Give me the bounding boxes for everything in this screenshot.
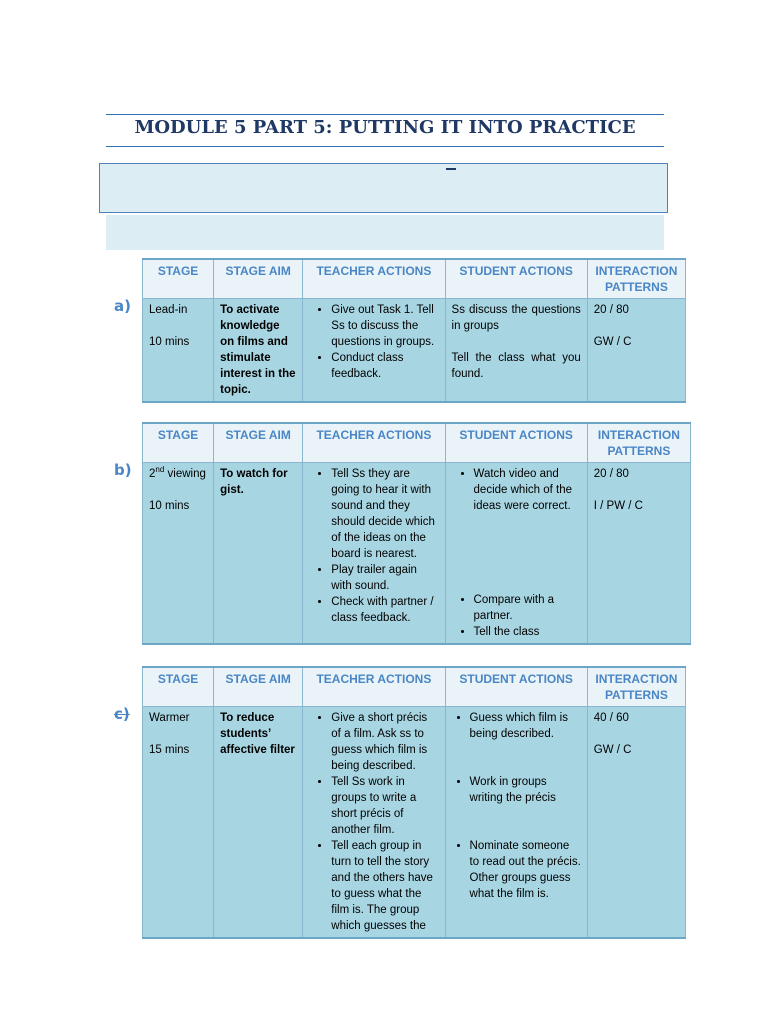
stage-time: 15 mins — [149, 744, 190, 756]
teacher-action-item: • Give a short précis of a film. Ask ss to guess which film is being described. — [331, 710, 438, 774]
student-action-item: Tell the class what you found. — [451, 352, 581, 380]
stage-aim-cell: To reduce students’ affective filter — [214, 707, 303, 939]
title-rule-top — [106, 114, 664, 115]
header-interaction-patterns: INTERACTION PATTERNS — [587, 259, 685, 299]
student-action-item: Ss discuss the questions in groups — [451, 304, 581, 332]
teacher-action-item: • Play trailer again with sound. — [331, 562, 438, 594]
header-stage-aim: STAGE AIM — [214, 667, 303, 707]
teacher-action-item: • Tell Ss work in groups to write a short précis of another film. — [331, 774, 438, 838]
stage-time: 10 mins — [149, 336, 190, 348]
stage-cell — [143, 707, 214, 939]
stage-cell — [143, 463, 214, 645]
student-action-item: • Nominate someone to read out the précis. Other groups guess what the film is. — [470, 838, 581, 902]
stage-name: 2nd viewing — [149, 465, 206, 480]
student-actions-cell — [445, 463, 587, 645]
teacher-actions-cell — [303, 463, 445, 645]
teacher-actions-cell — [303, 707, 445, 939]
info-banner — [99, 163, 668, 213]
header-stage-aim: STAGE AIM — [214, 423, 303, 463]
page-title: MODULE 5 PART 5: PUTTING IT INTO PRACTICE — [134, 117, 636, 138]
lesson-table-a — [142, 258, 686, 403]
table-header-row — [143, 667, 686, 707]
teacher-action-item: • Tell Ss they are going to hear it with sound and they should decide which of the ideas on the board is nearest. — [331, 466, 438, 562]
interaction-ratio: 20 / 80 — [593, 468, 629, 480]
stage-aim-cell: To watch for gist. — [214, 463, 303, 645]
stage-aim-cell: To activate knowledge on films and stimulate interest in the topic. — [214, 299, 303, 403]
stage-name: Warmer — [149, 712, 190, 724]
header-teacher-actions: TEACHER ACTIONS — [303, 259, 445, 299]
table-row — [143, 463, 691, 645]
header-teacher-actions: TEACHER ACTIONS — [303, 423, 445, 463]
section-letter-a: a) — [114, 297, 131, 315]
title-rule-bottom — [106, 146, 664, 147]
student-action-item: • Tell the class — [474, 624, 581, 640]
table-row — [143, 299, 686, 403]
student-actions-cell — [445, 707, 587, 939]
interaction-cell — [587, 463, 690, 645]
table-header-row — [143, 259, 686, 299]
header-interaction-patterns: INTERACTION PATTERNS — [587, 667, 685, 707]
student-action-item: • Compare with a partner. — [474, 592, 581, 624]
header-student-actions: STUDENT ACTIONS — [445, 667, 587, 707]
lesson-table-b — [142, 422, 691, 645]
table-row — [143, 707, 686, 939]
stage-name: Lead-in — [149, 304, 188, 316]
section-letter-c: c) — [114, 705, 130, 723]
interaction-pattern: I / PW / C — [593, 500, 643, 512]
table-header-row — [143, 423, 691, 463]
header-stage: STAGE — [143, 259, 214, 299]
teacher-action-item: • Tell each group in turn to tell the story and the others have to guess what the film is. The group which guesses the — [331, 838, 438, 934]
stage-cell — [143, 299, 214, 403]
header-stage: STAGE — [143, 667, 214, 707]
interaction-cell — [587, 707, 685, 939]
interaction-cell — [587, 299, 685, 403]
header-teacher-actions: TEACHER ACTIONS — [303, 667, 445, 707]
header-student-actions: STUDENT ACTIONS — [445, 259, 587, 299]
teacher-action-item: • Check with partner / class feedback. — [331, 594, 438, 626]
interaction-pattern: GW / C — [593, 744, 632, 756]
interaction-pattern: GW / C — [593, 336, 632, 348]
header-stage-aim: STAGE AIM — [214, 259, 303, 299]
teacher-action-item: • Give out Task 1. Tell Ss to discuss the questions in groups. — [331, 302, 438, 350]
interaction-ratio: 40 / 60 — [593, 712, 629, 724]
teacher-action-item: • Conduct class feedback. — [331, 350, 438, 382]
teacher-actions-cell — [303, 299, 445, 403]
banner-dash — [446, 168, 456, 170]
header-student-actions: STUDENT ACTIONS — [445, 423, 587, 463]
interaction-ratio: 20 / 80 — [593, 304, 629, 316]
student-action-item: • Guess which film is being described. — [470, 710, 581, 742]
info-band — [106, 215, 664, 250]
header-interaction-patterns: INTERACTION PATTERNS — [587, 423, 690, 463]
section-letter-b: b) — [114, 461, 132, 479]
student-action-item: • Watch video and decide which of the ideas were correct. — [474, 466, 581, 514]
lesson-table-c — [142, 666, 686, 939]
student-action-item: • Work in groups writing the précis — [470, 774, 581, 806]
student-actions-cell — [445, 299, 587, 403]
header-stage: STAGE — [143, 423, 214, 463]
stage-time: 10 mins — [149, 500, 190, 512]
